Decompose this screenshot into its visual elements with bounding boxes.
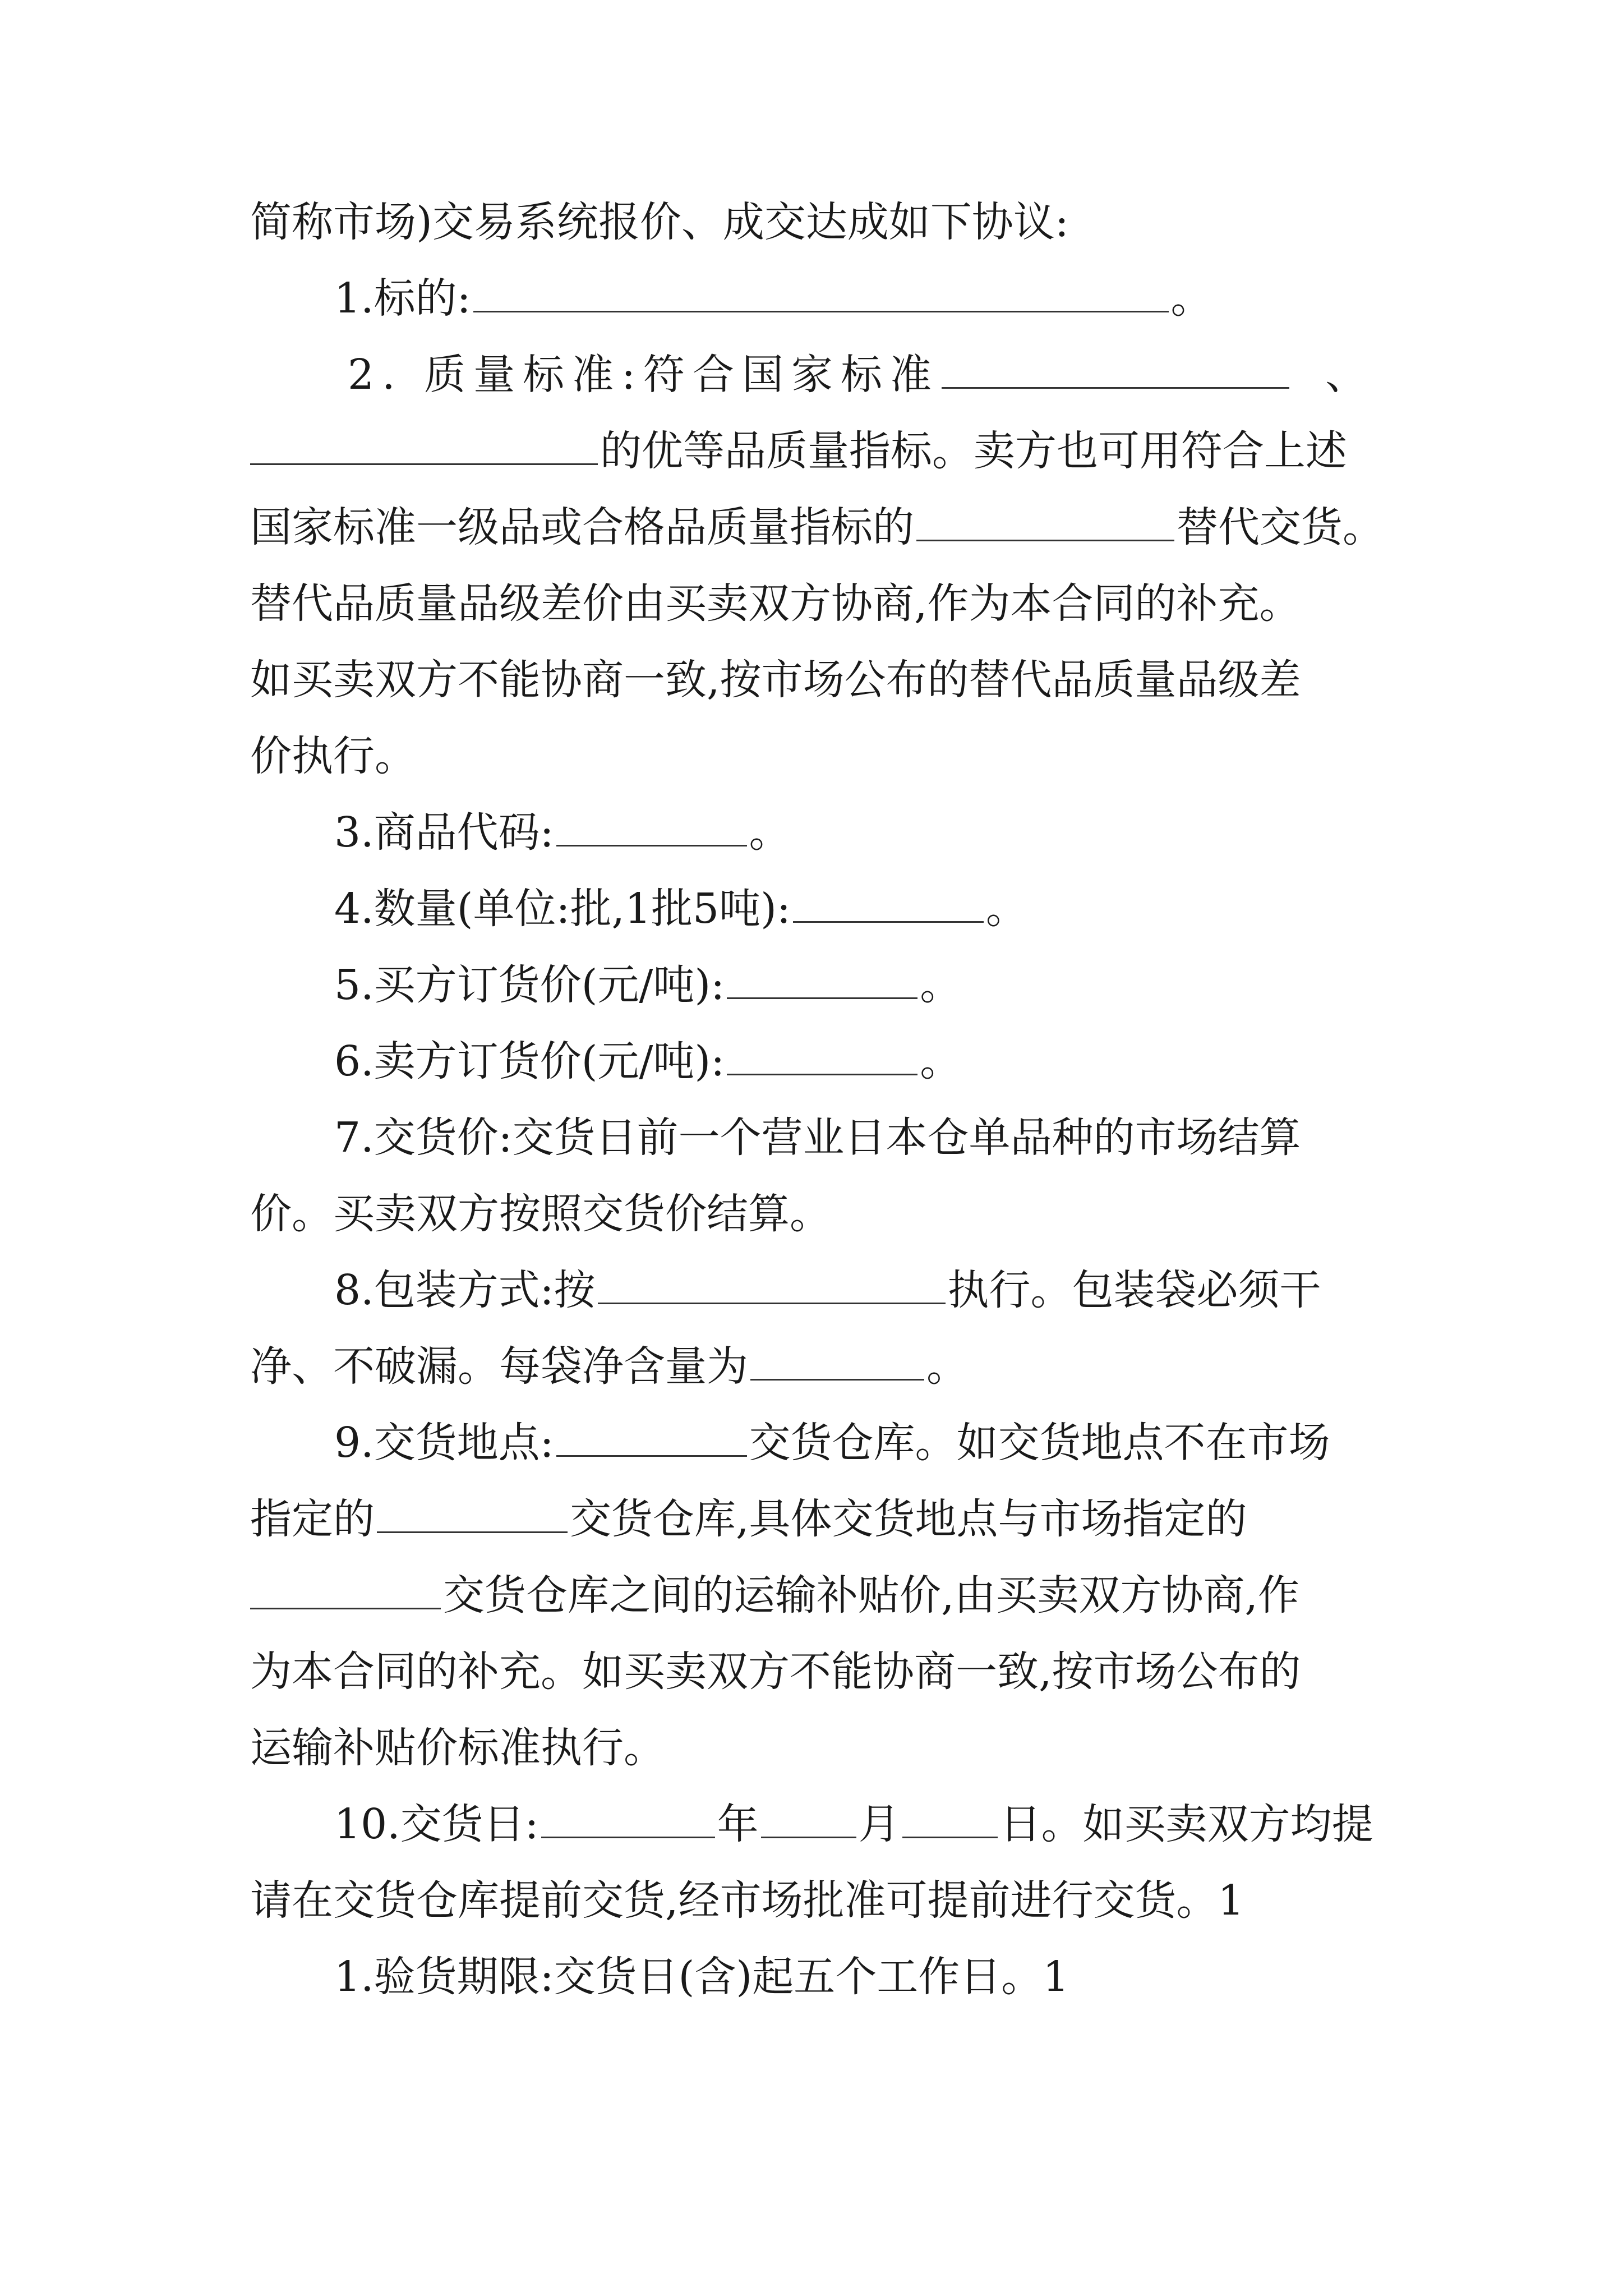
item-10-date-line1	[334, 1796, 1373, 1852]
item-8-packaging-line1	[334, 1262, 1321, 1318]
item-2-label: 2. 质量标准:符合国家标准	[348, 351, 940, 399]
item-9-line3-post: 交货仓库之间的运输补贴价,由买卖双方协商,作	[443, 1571, 1300, 1619]
item-2-quality-line2	[250, 423, 1347, 479]
replacement-line-3	[250, 728, 416, 784]
paragraph-intro-line	[250, 194, 1069, 250]
buyer-price-blank[interactable]	[727, 958, 917, 999]
year-blank[interactable]	[541, 1797, 715, 1838]
item-9-location-line2	[250, 1491, 1247, 1547]
item-2-line2-text: 的优等品质量指标。卖方也可用符合上述	[600, 427, 1347, 475]
item-6-end: 。	[920, 1037, 962, 1085]
product-code-blank[interactable]	[556, 806, 747, 846]
item-3-end: 。	[749, 808, 791, 857]
intro-text: 简称市场)交易系统报价、成交达成如下协议:	[250, 198, 1069, 246]
item-4-quantity	[334, 881, 1027, 937]
item-7-delivery-price-line1	[334, 1110, 1301, 1166]
delivery-location-blank[interactable]	[556, 1416, 747, 1457]
item-2-line3-post: 替代交货。	[1177, 503, 1384, 551]
replacement-blank[interactable]	[916, 500, 1174, 541]
national-standard-blank[interactable]	[942, 348, 1289, 389]
item-8-end: 。	[926, 1342, 968, 1391]
warehouse-blank-2[interactable]	[250, 1568, 441, 1609]
item-8-post: 执行。包装袋必须干	[947, 1266, 1321, 1314]
item-9-location-line4	[250, 1644, 1301, 1700]
item-10-label: 10.交货日:	[334, 1800, 539, 1848]
item-5-buyer-price	[334, 957, 961, 1013]
item-7-text-1: 7.交货价:交货日前一个营业日本仓单品种的市场结算	[334, 1114, 1301, 1162]
item-2-quality-line3	[250, 499, 1384, 555]
item-8-packaging-line2	[250, 1338, 968, 1395]
item-1-end: 。	[1170, 274, 1212, 323]
day-blank[interactable]	[902, 1797, 998, 1838]
item-10-date-line2	[250, 1872, 1244, 1929]
item-3-label: 3.商品代码:	[334, 808, 554, 857]
item-1-label: 1.标的:	[334, 274, 471, 323]
net-weight-blank[interactable]	[750, 1340, 924, 1381]
item-7-text-2: 价。买卖双方按照交货价结算。	[250, 1190, 831, 1238]
subject-blank[interactable]	[473, 272, 1169, 312]
item-7-delivery-price-line2	[250, 1186, 831, 1242]
item-6-label: 6.卖方订货价(元/吨):	[334, 1037, 725, 1085]
replacement-text-1: 替代品质量品级差价由买卖双方协商,作为本合同的补充。	[250, 579, 1301, 628]
item-8-label: 8.包装方式:按	[334, 1266, 596, 1314]
designated-warehouse-blank[interactable]	[377, 1492, 568, 1533]
item-2-line3-pre: 国家标准一级品或合格品质量指标的	[250, 503, 914, 551]
month-blank[interactable]	[761, 1797, 856, 1838]
item-11-inspection	[334, 1949, 1069, 2005]
item-9-location-line3	[250, 1567, 1299, 1623]
item-2-separator: 、	[1325, 351, 1375, 399]
item-2-quality-line1	[348, 347, 1375, 403]
item-1-subject	[334, 270, 1212, 326]
item-9-line4: 为本合同的补充。如买卖双方不能协商一致,按市场公布的	[250, 1648, 1301, 1696]
item-9-line2-pre: 指定的	[250, 1495, 375, 1543]
replacement-text-2: 如买卖双方不能协商一致,按市场公布的替代品质量品级差	[250, 656, 1301, 704]
item-9-post: 交货仓库。如交货地点不在市场	[749, 1419, 1330, 1467]
replacement-line-2	[250, 652, 1301, 708]
quantity-blank[interactable]	[793, 882, 984, 923]
replacement-text-3: 价执行。	[250, 732, 416, 780]
item-9-line2-post: 交货仓库,具体交货地点与市场指定的	[570, 1495, 1247, 1543]
packaging-standard-blank[interactable]	[598, 1263, 946, 1304]
item-8-line2-pre: 净、不破漏。每袋净含量为	[250, 1342, 748, 1391]
month-label: 月	[858, 1800, 900, 1848]
item-6-seller-price	[334, 1033, 961, 1089]
year-label: 年	[717, 1800, 759, 1848]
item-9-location-line5	[250, 1720, 665, 1776]
item-10-line2: 请在交货仓库提前交货,经市场批准可提前进行交货。1	[250, 1876, 1244, 1925]
replacement-line-1	[250, 576, 1301, 632]
item-3-code	[334, 804, 791, 861]
item-4-end: 。	[985, 885, 1027, 933]
item-11-text: 1.验货期限:交货日(含)起五个工作日。1	[334, 1953, 1069, 2001]
item-9-label: 9.交货地点:	[334, 1419, 554, 1467]
item-9-location-line1	[334, 1415, 1330, 1471]
standard-blank-2[interactable]	[250, 424, 598, 465]
item-9-line5: 运输补贴价标准执行。	[250, 1724, 665, 1772]
item-5-label: 5.买方订货价(元/吨):	[334, 961, 725, 1009]
seller-price-blank[interactable]	[727, 1034, 917, 1075]
item-5-end: 。	[920, 961, 962, 1009]
item-10-day-post: 日。如买卖双方均提	[999, 1800, 1373, 1848]
item-4-label: 4.数量(单位:批,1批5吨):	[334, 885, 791, 933]
